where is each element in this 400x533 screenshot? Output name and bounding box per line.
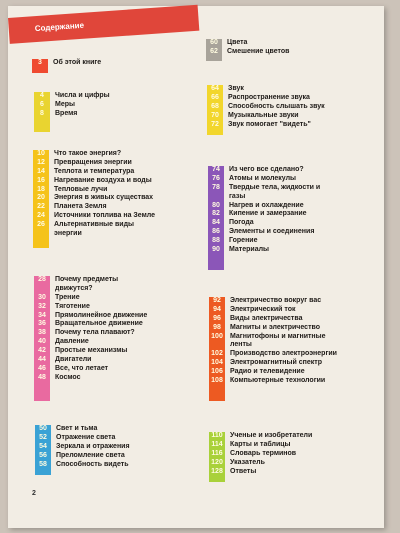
section-entries	[35, 425, 195, 469]
toc-entry-title: Электрический ток	[230, 305, 296, 313]
toc-entry-title: Нагрев и охлаждение	[229, 201, 304, 209]
toc-page-number: 16	[37, 176, 45, 184]
toc-entry-title: Погода	[229, 219, 254, 227]
toc-page-number: 120	[211, 458, 223, 466]
toc-entry	[207, 103, 377, 112]
toc-entry	[208, 210, 378, 219]
toc-entry-title: Теплота и температура	[54, 167, 135, 175]
toc-entry-title: Трение	[55, 293, 80, 301]
toc-entry	[209, 377, 379, 386]
toc-entry-title: Музыкальные звуки	[228, 111, 299, 119]
toc-entry	[209, 306, 379, 315]
section-entries	[209, 432, 379, 476]
toc-entry	[33, 230, 193, 239]
toc-entry	[34, 365, 194, 374]
toc-entry-title: Компьютерные технологии	[230, 377, 326, 385]
toc-page-number: 52	[39, 433, 47, 441]
toc-entry-title: Вращательное движение	[55, 320, 143, 328]
toc-page-number: 104	[211, 359, 223, 367]
toc-entry	[35, 443, 195, 452]
toc-entry	[208, 228, 378, 237]
toc-entry-title: Твердые тела, жидкости и	[229, 183, 321, 191]
toc-entry	[33, 177, 193, 186]
toc-entry-title: Двигатели	[55, 356, 92, 364]
toc-page-number: 30	[38, 293, 46, 301]
toc-page-number: 24	[37, 212, 45, 220]
toc-page-number: 34	[38, 311, 46, 319]
toc-page-number: 42	[38, 347, 46, 355]
toc-page-number: 12	[37, 158, 45, 166]
toc-page-number: 66	[211, 93, 219, 101]
toc-entry	[209, 468, 379, 477]
toc-entry	[34, 356, 194, 365]
toc-entry	[34, 110, 194, 119]
toc-page-number: 54	[39, 442, 47, 450]
toc-entry-title: Виды электричества	[230, 314, 303, 322]
toc-entry-title: Электричество вокруг вас	[230, 297, 322, 304]
toc-entry-title: Ученые и изобретатели	[230, 432, 313, 439]
toc-entry	[34, 329, 194, 338]
toc-entry-title: Способность видеть	[56, 460, 129, 468]
toc-page-number: 8	[40, 109, 44, 117]
section-entries	[206, 39, 376, 57]
toc-entry-title: Источники топлива на Земле	[54, 212, 156, 220]
toc-entry	[208, 202, 378, 211]
toc-entry-title: Электромагнитный спектр	[230, 359, 322, 367]
toc-page-number: 44	[38, 356, 46, 364]
toc-entry-title: Давление	[55, 338, 89, 346]
toc-entry-title: Время	[55, 109, 78, 117]
toc-entry	[35, 425, 195, 434]
toc-page-number: 88	[212, 237, 220, 245]
toc-entry-title: энергии	[54, 230, 82, 238]
toc-entry-title: Тепловые лучи	[54, 185, 108, 193]
toc-page-number: 6	[40, 100, 44, 108]
toc-entry	[35, 461, 195, 470]
toc-section-electricity	[209, 297, 379, 401]
toc-entry	[208, 237, 378, 246]
toc-entry	[208, 219, 378, 228]
toc-entry	[34, 294, 194, 303]
toc-entry-title: Меры	[55, 100, 75, 108]
toc-entry-title: Материалы	[229, 246, 270, 254]
toc-entry-title: Атомы и молекулы	[229, 174, 296, 182]
toc-page-number: 96	[213, 314, 221, 322]
toc-page-number: 58	[39, 460, 47, 468]
toc-page-number: 80	[212, 201, 220, 209]
toc-entry-title: Все, что летает	[55, 364, 109, 372]
toc-page-number: 62	[210, 47, 218, 55]
toc-entry	[209, 297, 379, 306]
toc-entry-title: Альтернативные виды	[54, 221, 135, 229]
section-entries	[32, 59, 192, 68]
toc-entry	[34, 285, 194, 294]
toc-page-number: 48	[38, 373, 46, 381]
toc-entry-title: Карты и таблицы	[230, 440, 291, 448]
toc-entry	[209, 450, 379, 459]
section-entries	[33, 150, 193, 239]
toc-entry	[34, 374, 194, 383]
toc-entry-title: Кипение и замерзание	[229, 210, 307, 218]
toc-entry	[33, 212, 193, 221]
toc-entry	[34, 312, 194, 321]
toc-entry-title: Звук	[228, 85, 244, 92]
toc-entry	[209, 368, 379, 377]
toc-page-number: 90	[212, 246, 220, 254]
toc-entry	[208, 193, 378, 202]
toc-page-number: 38	[38, 329, 46, 337]
toc-entry-title: Элементы и соединения	[229, 228, 315, 236]
toc-section-motion	[34, 276, 194, 401]
toc-entry-title: Цвета	[227, 39, 248, 46]
toc-section-matter	[208, 166, 378, 270]
toc-page-number: 74	[212, 166, 220, 173]
page-number: 2	[32, 490, 36, 497]
toc-entry	[209, 324, 379, 333]
toc-entry	[34, 92, 194, 101]
toc-entry	[209, 350, 379, 359]
toc-entry-title: Нагревание воздуха и воды	[54, 176, 152, 184]
toc-entry	[34, 303, 194, 312]
toc-page-number: 28	[38, 276, 46, 283]
toc-entry	[34, 101, 194, 110]
toc-page-number: 102	[211, 350, 223, 358]
toc-entry	[33, 186, 193, 195]
toc-entry-title: Превращения энергии	[54, 158, 132, 166]
toc-entry	[206, 48, 376, 57]
toc-page-number: 84	[212, 219, 220, 227]
toc-section-energy	[33, 150, 193, 248]
toc-entry	[209, 432, 379, 441]
toc-section-sound	[207, 85, 377, 135]
toc-entry	[209, 341, 379, 350]
toc-page-number: 98	[213, 323, 221, 331]
toc-entry	[33, 150, 193, 159]
toc-entry-title: Распространение звука	[228, 93, 310, 101]
toc-entry	[208, 166, 378, 175]
toc-section-colors	[206, 39, 376, 61]
toc-entry-title: движутся?	[55, 284, 93, 292]
toc-entry-title: Словарь терминов	[230, 449, 297, 457]
toc-entry	[208, 175, 378, 184]
toc-page-number: 76	[212, 174, 220, 182]
toc-entry-title: ленты	[230, 341, 252, 349]
toc-entry	[209, 459, 379, 468]
toc-entry	[206, 39, 376, 48]
toc-entry-title: Свет и тьма	[56, 425, 98, 432]
toc-entry	[33, 194, 193, 203]
toc-page-number: 26	[37, 221, 45, 229]
toc-section-light	[35, 425, 195, 475]
toc-page-number: 22	[37, 203, 45, 211]
toc-page-number: 56	[39, 451, 47, 459]
toc-page-number: 3	[38, 59, 42, 66]
toc-entry	[35, 452, 195, 461]
toc-entry-title: Из чего все сделано?	[229, 166, 304, 173]
toc-entry	[208, 184, 378, 193]
toc-page-number: 18	[37, 185, 45, 193]
toc-entry-title: Ответы	[230, 467, 257, 475]
toc-page-number: 70	[211, 111, 219, 119]
section-entries	[208, 166, 378, 255]
toc-section-numbers	[34, 92, 194, 132]
toc-entry-title: Энергия в живых существах	[54, 194, 154, 202]
toc-entry-title: Зеркала и отражения	[56, 442, 130, 450]
toc-entry-title: Простые механизмы	[55, 347, 128, 355]
toc-entry-title: Отражение света	[56, 433, 116, 441]
toc-page-number: 92	[213, 297, 221, 304]
toc-page-number: 14	[37, 167, 45, 175]
toc-entry-title: Способность слышать звук	[228, 102, 325, 110]
toc-entry-title: Преломление света	[56, 451, 125, 459]
toc-page-number: 46	[38, 364, 46, 372]
toc-entry-title: Радио и телевидение	[230, 368, 305, 376]
toc-entry-title: газы	[229, 192, 246, 200]
toc-page-number: 82	[212, 210, 220, 218]
section-entries	[34, 92, 194, 119]
toc-entry	[34, 338, 194, 347]
toc-page-number: 60	[210, 39, 218, 46]
toc-page-number: 40	[38, 338, 46, 346]
toc-entry	[209, 359, 379, 368]
toc-section-intro	[32, 59, 192, 73]
toc-page-number: 94	[213, 305, 221, 313]
toc-entry	[32, 59, 192, 68]
contents-title: Содержание	[34, 20, 85, 34]
toc-page-number: 64	[211, 85, 219, 92]
toc-entry-title: Почему тела плавают?	[55, 329, 135, 337]
toc-entry	[207, 121, 377, 130]
toc-entry	[208, 246, 378, 255]
toc-entry	[33, 159, 193, 168]
toc-entry	[34, 276, 194, 285]
toc-page-number: 86	[212, 228, 220, 236]
toc-page-number: 68	[211, 102, 219, 110]
toc-section-reference	[209, 432, 379, 482]
toc-entry	[209, 441, 379, 450]
toc-entry-title: Смешение цветов	[227, 47, 290, 55]
toc-entry-title: Почему предметы	[55, 276, 119, 283]
toc-page-number: 10	[37, 150, 45, 157]
toc-entry-title: Магниты и электричество	[230, 323, 320, 331]
toc-entry-title: Тяготение	[55, 302, 90, 310]
toc-entry	[33, 168, 193, 177]
toc-entry	[33, 221, 193, 230]
toc-page-number: 50	[39, 425, 47, 432]
toc-entry	[207, 112, 377, 121]
toc-page-number: 100	[211, 332, 223, 340]
toc-entry	[209, 333, 379, 342]
toc-entry-title: Магнитофоны и магнитные	[230, 332, 326, 340]
toc-page-number: 110	[211, 432, 223, 439]
toc-entry-title: Об этой книге	[53, 59, 102, 66]
toc-entry	[35, 434, 195, 443]
toc-page-number: 4	[40, 92, 44, 99]
toc-page-number: 106	[211, 368, 223, 376]
toc-entry-title: Звук помогает "видеть"	[228, 120, 311, 128]
toc-entry-title: Указатель	[230, 458, 265, 466]
toc-entry-title: Что такое энергия?	[54, 150, 122, 157]
toc-page-number: 114	[211, 440, 223, 448]
section-entries	[207, 85, 377, 129]
toc-page-number: 20	[37, 194, 45, 202]
toc-entry	[33, 203, 193, 212]
toc-entry	[34, 320, 194, 329]
toc-page-number: 78	[212, 183, 220, 191]
toc-entry-title: Прямолинейное движение	[55, 311, 148, 319]
toc-entry-title: Планета Земля	[54, 203, 107, 211]
toc-entry-title: Космос	[55, 373, 81, 381]
toc-entry-title: Числа и цифры	[55, 92, 110, 99]
toc-entry	[207, 85, 377, 94]
toc-page-number: 32	[38, 302, 46, 310]
toc-page-number: 36	[38, 320, 46, 328]
toc-entry	[207, 94, 377, 103]
toc-entry	[34, 347, 194, 356]
section-entries	[209, 297, 379, 386]
section-entries	[34, 276, 194, 383]
toc-entry-title: Горение	[229, 237, 258, 245]
toc-page-number: 116	[211, 449, 223, 457]
toc-page-number: 72	[211, 120, 219, 128]
toc-page-number: 128	[211, 467, 223, 475]
toc-entry-title: Производство электроэнергии	[230, 350, 337, 358]
toc-page-number: 108	[211, 377, 223, 385]
toc-entry	[209, 315, 379, 324]
